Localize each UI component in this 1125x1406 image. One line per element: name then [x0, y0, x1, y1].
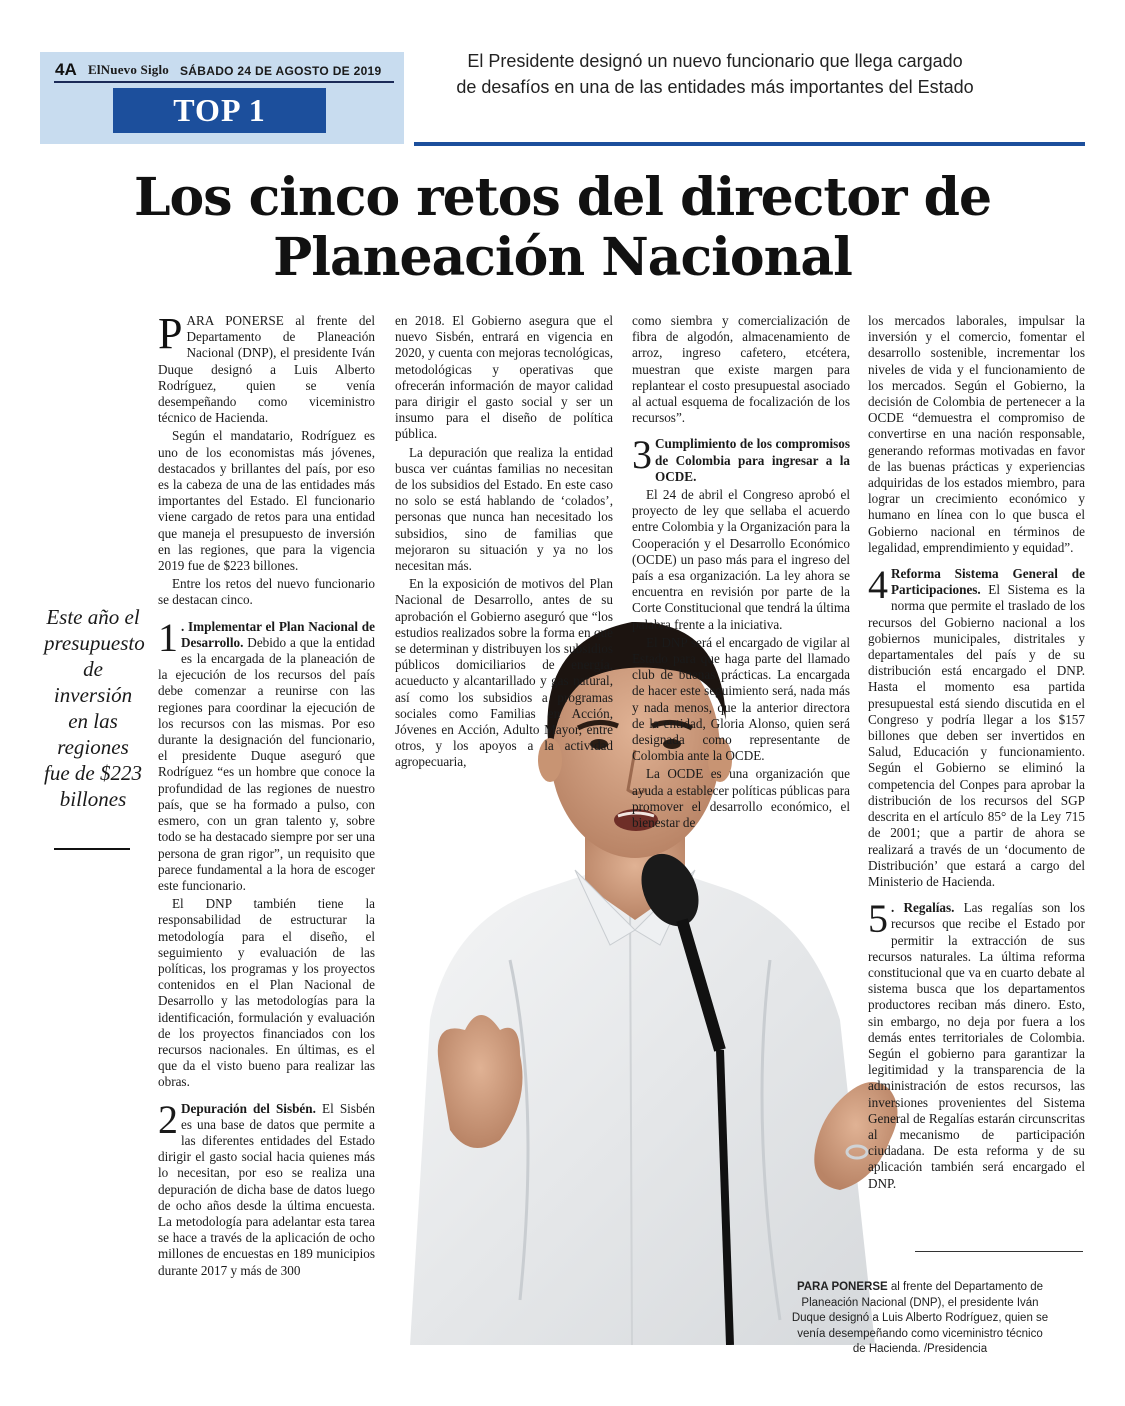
caption-lead: PARA PONERSE [796, 1281, 888, 1293]
section-title: Cumplimiento de los compromisos de Colombia para ingresar a la OCDE. [655, 436, 850, 484]
section-text: Debido a que la entidad es la encargada de la planeación de la ejecución de los recursos del país debe comenzar a reunirse con las regiones para coordinar la ejecución de los recursos con las mismas. Por eso durante la designación del funcionario, el presidente Duque aseguró que Rodríguez “es un hombre que conoce la profundidad de las regiones de nuestro país, que se ha formado a pulso, con esmero, con un gran talento y, sobre todo se ha destacado siempre por ser una persona de gran rigor”, un requisito que parece fundamental a la hora de escoger este funcionario. [158, 634, 375, 893]
paragraph: En la exposición de motivos del Plan Nacional de Desarrollo, antes de su aprobación el Gobierno aseguró que “los estudios realizados sobre la forma en que se determinan y distribuyen los subsidios públicos domiciliarios de energía, acueducto y alcantarillado y gas natural, así como los subsidios a programas sociales como Familias en Acción, Jóvenes en Acción, Adulto Mayor, entre otros, y los apoyos a la actividad agropecuaria, [395, 576, 613, 770]
article-column-1 [158, 309, 375, 1281]
caption-text: al frente del Departamento de Planeación Nacional (DNP), el presidente Iván Duque designó a Luis Alberto Rodríguez, quien se venía desempeñando como viceministro técnico de Hacienda. /Presidencia [791, 1281, 1049, 1355]
section-text: El Sistema es la norma que permite el traslado de los recursos del Gobierno nacional a los gobiernos municipales, distritales y departamentales del país y de su distribución está encargado el DNP. Hasta el momento esa partida presupuestal está siendo discutida en el Congreso y podría llegar a los $157 billones que deben ser invertidos en Salud, Educación y funcionamiento. Según el Gobierno se eliminó la competencia del Conpes para aprobar la distribución de los recursos del SGP descrita en el artículo 85° de la Ley 715 de 2001; que a partir de ahora se realizará a través de un ‘documento de Distribución’ que estará a cargo del Ministerio de Hacienda. [868, 582, 1085, 889]
lead-paragraph: ARA PONERSE al frente del Departamento de Planeación Nacional (DNP), el presidente Iván Duque designó a Luis Alberto Rodríguez, quien se venía desempeñando como viceministro técnico de Hacienda. [158, 313, 375, 426]
article-column-3 [632, 313, 850, 833]
issue-date: SÁBADO 24 DE AGOSTO DE 2019 [180, 64, 382, 78]
section-text: Las regalías son los recursos que recibe el Estado por permitir la extracción de sus recursos naturales. La última reforma constitucional que va en cuarto debate al sistema busca que los departamentos productores reciban más dinero. Esto, sin embargo, no deja por fuera a los demás entes territoriales de Colombia. Según el gobierno para garantizar la legitimidad y la transparencia de la administración de estos recursos, las inversiones provenientes del Sistema General de Regalías estarán circunscritas al mecanismo de participación ciudadana. De esta reforma y de su aplicación también será encargado el DNP. [868, 900, 1085, 1191]
kicker: El Presidente designó un nuevo funcionario que llega cargado de desafíos en una de las entidades más importantes del Estado [456, 51, 974, 97]
paragraph: Según el mandatario, Rodríguez es uno de los economistas más jóvenes, destacados y brillantes del país, por eso es la cabeza de una de las entidades más importantes del Estado. El funcionario viene cargado de retos para una entidad que maneja el presupuesto de inversión en las regiones, que para la vigencia 2019 fue de $223 billones. [158, 428, 375, 574]
section-number: 1 [158, 614, 178, 660]
page-folio: 4A [55, 60, 77, 79]
paragraph: El 24 de abril el Congreso aprobó el proyecto de ley que sellaba el acuerdo entre Colombia y la Organización para la Cooperación y el Desarrollo Económico (OCDE) un paso más para el ingreso del país a esa organización. La ley ahora se encuentra en revisión por parte de la Corte Constitucional que tendrá la última palabra frente a la iniciativa. [632, 487, 850, 632]
paragraph: como siembra y comercialización de fibra de algodón, almacenamiento de arroz, ingreso cafetero, etcétera, muestran que existe margen para replantear el costo presupuestal asociado al actual esquema de focalización de los recursos”. [632, 313, 850, 426]
section-text: El Sisbén es una base de datos que permite a las diferentes entidades del Estado dirigir el gasto social hacia quienes más lo necesitan, por eso se realiza una depuración de dicha base de datos luego de ocho años desde la última encuesta. La metodología para adelantar esta tarea se hace a través de la aplicación de ocho millones de encuestas en 189 municipios durante 2017 y más de 300 [158, 1100, 375, 1278]
kicker-rule [414, 142, 1085, 146]
section-title: Reforma Sistema General de Participaciones. [891, 566, 1085, 598]
pull-quote-rule [54, 848, 130, 850]
paragraph: El DNP también tiene la responsabilidad de estructurar la metodología para el diseño, el seguimiento y evaluación de las políticas, los programas y los proyectos contenidos en el Plan Nacional de Desarrollo y las metodologías para la identificación, formulación y evaluación de los proyectos financiados con los recursos nacionales. En últimas, es el que da el visto bueno para realizar las obras. [158, 896, 375, 1090]
masthead: ElNuevo Siglo [88, 62, 169, 77]
section-number: 2 [158, 1096, 178, 1142]
paragraph: en 2018. El Gobierno asegura que el nuevo Sisbén, entrará en vigencia en 2020, y cuenta con mejoras tecnológicas, metodológicas y operativas que ofrecerán información de mayor calidad para dirigir el gasto social y ser un insumo para el diseño de política pública. [395, 313, 613, 442]
section-title: . Implementar el Plan Nacional de Desarrollo. [181, 618, 375, 650]
section-number: 3 [632, 432, 652, 478]
section-tag: TOP 1 [113, 88, 326, 133]
section-title: Depuración del Sisbén. [181, 1100, 316, 1116]
paragraph: La depuración que realiza la entidad busca ver cuántas familias no necesitan de los subsidios del Estado. En este caso no solo se está hablando de ‘colados’, personas que nunca han necesitado los subsidios, sino de familias que mejoraron su situación y ya no los necesitan más. [395, 444, 613, 574]
pull-quote: Este año el presupuesto de inversión en las regiones fue de $223 billones [44, 605, 145, 811]
article-column-2 [395, 313, 613, 773]
headline: Los cinco retos del director de Planeación Nacional [133, 167, 992, 288]
section-title: . Regalías. [891, 900, 955, 916]
section-number: 5 [868, 896, 888, 942]
header-rule [54, 81, 394, 83]
drop-cap: P [158, 309, 183, 358]
section-number: 4 [868, 562, 888, 608]
paragraph: Entre los retos del nuevo funcionario se destacan cinco. [158, 576, 375, 608]
paragraph: los mercados laborales, impulsar la inversión y el comercio, fomentar el desarrollo sostenible, incrementar los niveles de vida y el funcionamiento de los mercados. Según el Gobierno, la decisión de Colombia de pertenecer a la OCDE “demuestra el compromiso de convertirse en una nación responsable, generando reformas motivadas en favor de las buenas prácticas y experiencias adquiridas de los estados miembro, para lograr un crecimiento económico y humano en línea con lo que busca el Gobierno nacional en términos de legalidad, emprendimiento y equidad”. [868, 313, 1085, 555]
paragraph: El DNP será el encargado de vigilar al Estado para que haga parte del llamado club de buenas prácticas. La encargada de hacer este seguimiento será, nada más y nada menos, que la anterior directora de la entidad, Gloria Alonso, quien será designada como representante de Colombia ante la OCDE. [632, 634, 850, 764]
photo-caption [790, 1280, 1050, 1358]
paragraph: La OCDE es una organización que ayuda a establecer políticas públicas para promover el desarrollo económico, el bienestar de [632, 766, 850, 831]
article-end-rule [915, 1251, 1083, 1252]
article-column-4 [868, 313, 1085, 1194]
